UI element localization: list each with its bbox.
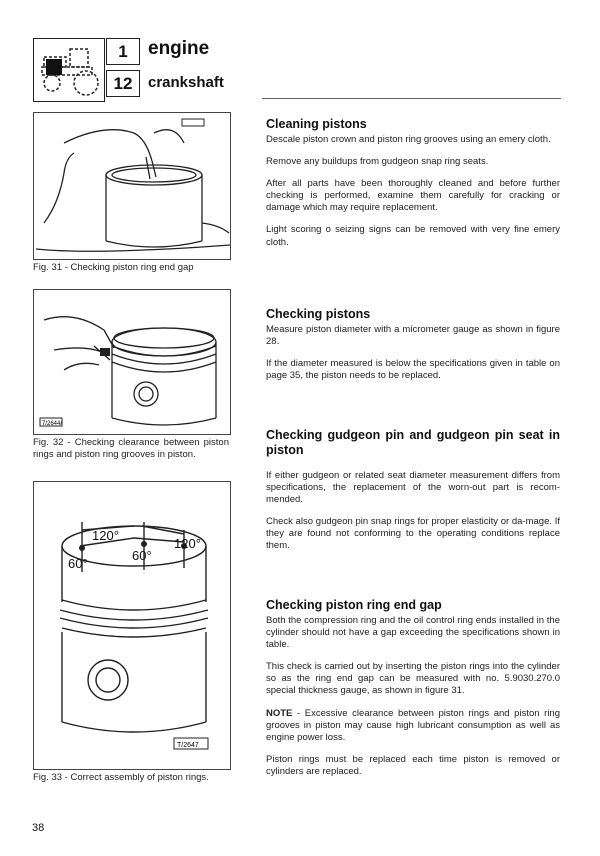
paragraph: Check also gudgeon pin snap rings for proper elasticity or da-mage. If they are found not conforming to the operating conditions replace them. bbox=[266, 516, 560, 552]
paragraph: This check is carried out by inserting the piston rings into the cylinder so as the ring end gap can be measured with no. 5.9030.270.0 special thickness gauge, as shown in figure 31. bbox=[266, 661, 560, 697]
section-title: engine bbox=[148, 38, 210, 59]
paragraph: If either gudgeon or related seat diameter measurement differs from specifications, the replacement of the worn-out part is recom-mended. bbox=[266, 470, 560, 506]
angle-label-120-right: 120° bbox=[174, 536, 201, 551]
header-divider bbox=[262, 98, 561, 99]
section-checking-pistons bbox=[266, 307, 560, 392]
figure-33-image bbox=[33, 481, 231, 770]
section-heading: Checking gudgeon pin and gudgeon pin seat in piston bbox=[266, 428, 560, 457]
section-gudgeon-pin bbox=[266, 428, 560, 563]
figure-33-caption: Fig. 33 - Correct assembly of piston rings. bbox=[33, 772, 209, 783]
subsection-number: 12 bbox=[106, 70, 140, 97]
note-paragraph bbox=[266, 708, 560, 744]
paragraph: Light scoring o seizing signs can be removed with very fine emery cloth. bbox=[266, 224, 560, 248]
paragraph: Measure piston diameter with a micrometer gauge as shown in figure 28. bbox=[266, 324, 560, 348]
figure-31-image bbox=[33, 112, 231, 260]
figure-32-caption: Fig. 32 - Checking clearance between piston rings and piston ring grooves in piston. bbox=[33, 437, 229, 460]
paragraph: Piston rings must be replaced each time piston is removed or cylinders are replaced. bbox=[266, 753, 560, 777]
paragraph: Both the compression ring and the oil control ring ends installed in the cylinder should not have a gap exceeding the specifications shown in table. bbox=[266, 615, 560, 651]
paragraph: After all parts have been thoroughly cleaned and before further checking is performed, examine them carefully for cracking or damage which may require replacement. bbox=[266, 178, 560, 214]
angle-label-120-left: 120° bbox=[92, 528, 119, 543]
note-text: - Excessive clearance between piston rings and piston ring grooves in piston may cause high lubricant consumption as well as engine power loss. bbox=[266, 707, 560, 743]
section-heading: Checking pistons bbox=[266, 307, 371, 321]
section-ring-end-gap bbox=[266, 598, 560, 788]
subsection-title: crankshaft bbox=[148, 74, 224, 91]
paragraph: Descale piston crown and piston ring grooves using an emery cloth. bbox=[266, 134, 551, 145]
angle-label-60-center: 60° bbox=[132, 548, 152, 563]
section-number: 1 bbox=[106, 38, 140, 65]
figure-31-caption: Fig. 31 - Checking piston ring end gap bbox=[33, 262, 194, 273]
note-label: NOTE bbox=[266, 707, 293, 719]
section-heading: Checking piston ring end gap bbox=[266, 598, 442, 612]
tractor-logo bbox=[33, 38, 105, 102]
angle-label-60-left: 60° bbox=[68, 556, 88, 571]
page-number: 38 bbox=[32, 822, 45, 834]
figure-33-ref: T/2647 bbox=[177, 742, 199, 749]
paragraph: If the diameter measured is below the specifications given in table on page 35, the piston needs to be replaced. bbox=[266, 358, 560, 382]
section-cleaning-pistons bbox=[266, 117, 560, 259]
figure-32-image bbox=[33, 289, 231, 435]
figure-32-ref: 7/2644/ bbox=[42, 421, 63, 427]
paragraph: Remove any buildups from gudgeon snap ring seats. bbox=[266, 156, 489, 168]
tractor-icon bbox=[34, 39, 104, 101]
section-heading: Cleaning pistons bbox=[266, 117, 367, 131]
